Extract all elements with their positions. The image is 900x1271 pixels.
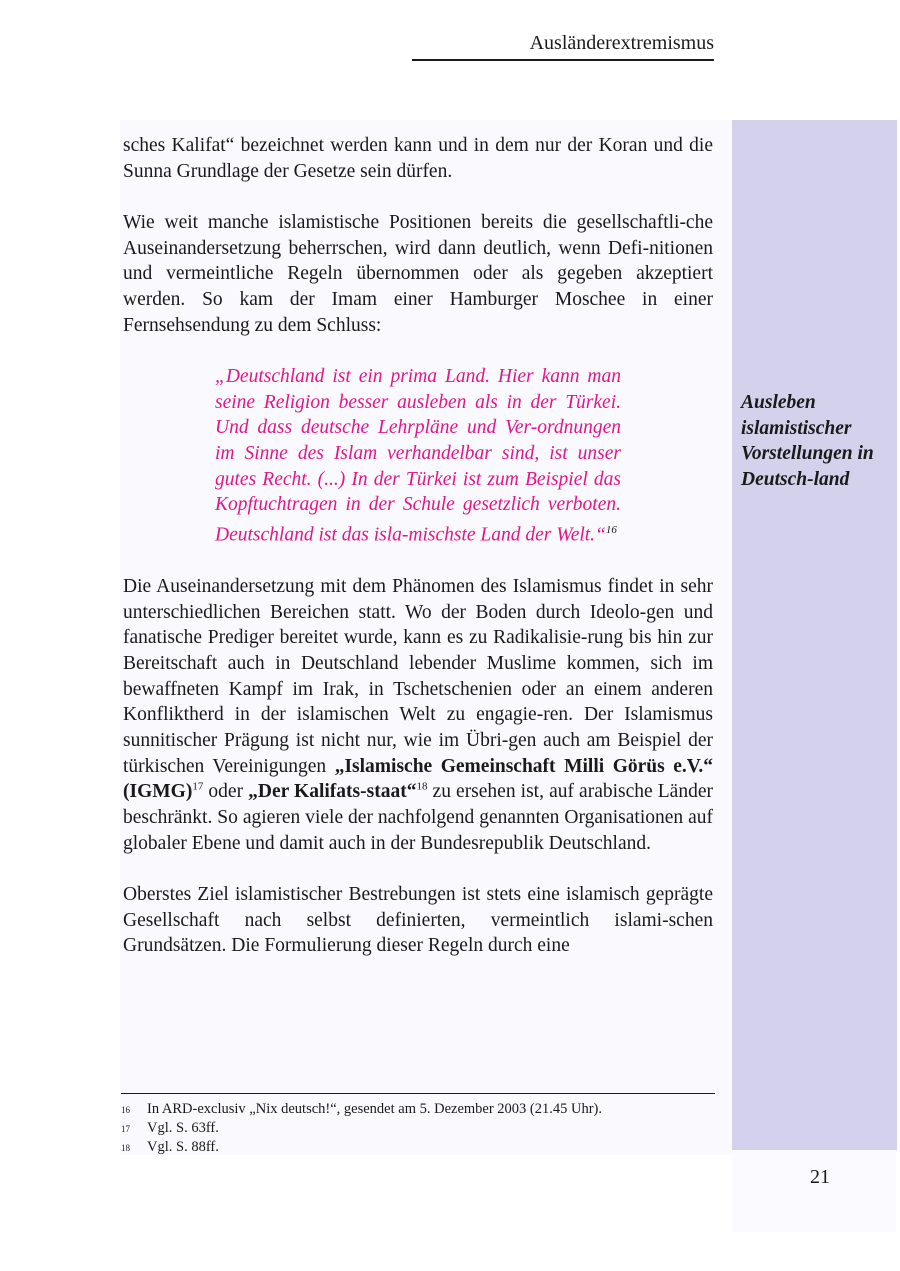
paragraph-3-part-b: oder [203, 781, 249, 803]
paragraph-1: sches Kalifat“ bezeichnet werden kann und in dem nur der Koran und die Sunna Grundlage der Gesetze sein dürfen. [123, 135, 713, 182]
page-number: 21 [810, 1166, 830, 1188]
footnotes [121, 1093, 715, 1157]
footnote-text: In ARD-exclusiv „Nix deutsch!“, gesendet am 5. Dezember 2003 (21.45 Uhr). [147, 1101, 603, 1117]
paragraph-3 [123, 574, 713, 857]
paragraph-3-part-a: Die Auseinandersetzung mit dem Phänomen des Islamismus findet in sehr unterschiedlichen Bereichen statt. Wo der Boden durch Ideolo-gen und fanatische Prediger bereitet wurde, kann es zu Radikalisie-rung bis hin zur Bereitschaft auch in Deutschland lebender Muslime kommen, sich im bewaffneten Kampf im Irak, in Tschetschenien oder an einem anderen Konfliktherd in der islamischen Welt zu engagie-ren. Der Islamismus sunnitischer Prägung ist nicht nur, wie im Übri-gen auch am Beispiel der türkischen Vereinigungen [123, 575, 713, 777]
margin-note: Ausleben islamistischer Vorstellungen in Deutsch-land [741, 392, 874, 490]
margin-sidebar [732, 120, 897, 1150]
org-name-kalifatsstaat: „Der Kalifats-staat“ [248, 781, 417, 803]
quote-text: „Deutschland ist ein prima Land. Hier kann man seine Religion besser ausleben als in der Türkei. Und dass deutsche Lehrpläne und Ver-ordnungen im Sinne des Islam verhandelbar sind, ist unser gutes Recht. (...) In der Türkei ist zum Beispiel das Kopftuchtragen in der Schule gesetzlich verboten. Deutschland ist das isla-mischste Land der Welt.“ [215, 365, 621, 546]
running-header: Ausländerextremismus [412, 32, 714, 61]
footnote-number: 18 [121, 1143, 130, 1153]
org-name-igmg: „Islamische Gemeinschaft Milli Görüs e.V.“ (IGMG) [123, 755, 713, 803]
block-quote [215, 364, 621, 548]
footnote-16 [121, 1100, 715, 1119]
footnote-ref-16: 16 [605, 524, 617, 537]
footnote-ref-18: 18 [416, 780, 428, 793]
sidebar-footer-area [732, 1150, 897, 1232]
footnote-18 [121, 1138, 715, 1157]
footnote-text: Vgl. S. 88ff. [147, 1139, 219, 1155]
body-column [123, 133, 713, 959]
footnote-17 [121, 1119, 715, 1138]
footnote-number: 17 [121, 1124, 130, 1134]
paragraph-3-part-c: zu ersehen ist, auf arabische Länder beschränkt. So agieren viele der nachfolgend genannten Organisationen auf globaler Ebene und damit auch in der Bundesrepublik Deutschland. [123, 781, 713, 854]
footnote-ref-17: 17 [192, 780, 204, 793]
paragraph-4: Oberstes Ziel islamistischer Bestrebungen ist stets eine islamisch geprägte Gesellschaft nach selbst definierten, vermeintlich islami-schen Grundsätzen. Die Formulierung dieser Regeln durch eine [123, 884, 713, 957]
paragraph-2: Wie weit manche islamistische Positionen bereits die gesellschaftli-che Auseinandersetzung beherrschen, wird dann deutlich, wenn Defi-nitionen und vermeintliche Regeln übernommen oder als gegeben akzeptiert werden. So kam der Imam einer Hamburger Moschee in einer Fernsehsendung zu dem Schluss: [123, 211, 713, 336]
footnote-number: 16 [121, 1105, 130, 1115]
footnote-text: Vgl. S. 63ff. [147, 1120, 219, 1136]
